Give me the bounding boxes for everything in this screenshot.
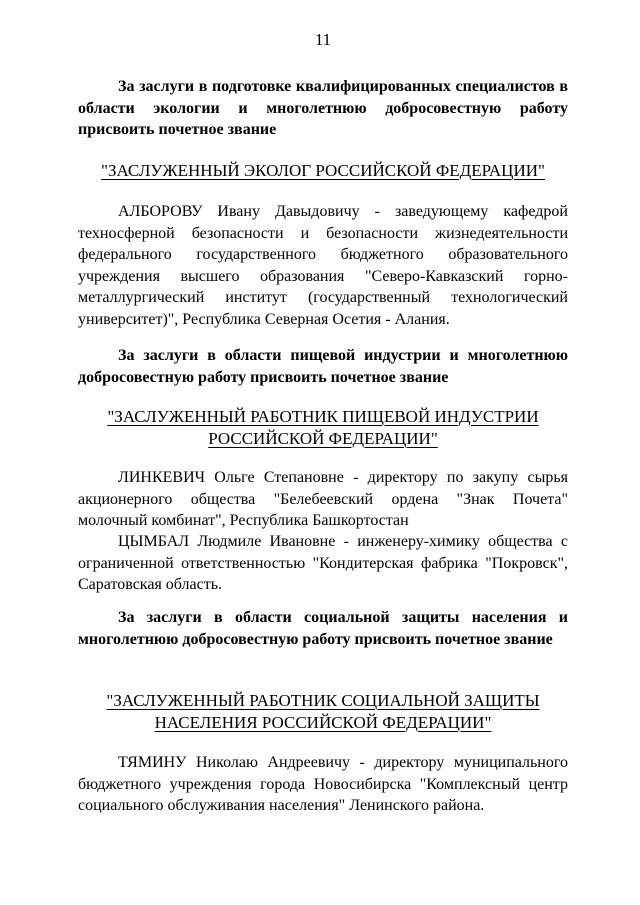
title-honored-social-protection-worker bbox=[78, 690, 568, 734]
decree-text-social-protection: За заслуги в области социальной защиты населения и многолетнюю добросовестную работу присвоить почетное звание bbox=[78, 609, 568, 648]
title-line: "ЗАСЛУЖЕННЫЙ РАБОТНИК СОЦИАЛЬНОЙ ЗАЩИТЫ bbox=[106, 691, 540, 710]
decree-text-ecology: За заслуги в подготовке квалифицированных специалистов в области экологии и многолетнюю добросовестную работу присвоить почетное звание bbox=[78, 78, 568, 138]
awardee-alborov: АЛБОРОВУ Ивану Давыдовичу - заведующему кафедрой техносферной безопасности и безопасности жизнедеятельности федерального государственного бюджетного образовательного учреждения высшего образования "Северо-Кавказский горно-металлургический институт (государственный технологический университет)", Республика Северная Осетия - Алания. bbox=[78, 203, 568, 328]
title-line: РОССИЙСКОЙ ФЕДЕРАЦИИ" bbox=[208, 429, 438, 448]
title-line: "ЗАСЛУЖЕННЫЙ ЭКОЛОГ РОССИЙСКОЙ ФЕДЕРАЦИИ" bbox=[101, 161, 545, 180]
awardee-linkevich: ЛИНКЕВИЧ Ольге Степановне - директору по закупу сырья акционерного общества "Белебеевский ордена "Знак Почета" молочный комбинат", Республика Башкортостан bbox=[78, 469, 568, 529]
title-honored-food-industry-worker bbox=[78, 406, 568, 450]
decree-text-food-industry: За заслуги в области пищевой индустрии и многолетнюю добросовестную работу присвоить почетное звание bbox=[78, 347, 568, 386]
title-line: НАСЕЛЕНИЯ РОССИЙСКОЙ ФЕДЕРАЦИИ" bbox=[154, 713, 492, 732]
page-number: 11 bbox=[314, 30, 332, 49]
title-honored-ecologist bbox=[78, 160, 568, 182]
awardee-tyamin: ТЯМИНУ Николаю Андреевичу - директору муниципального бюджетного учреждения города Новосибирска "Комплексный центр социального обслуживания населения" Ленинского района. bbox=[78, 754, 568, 814]
awardee-tsymbal: ЦЫМБАЛ Людмиле Ивановне - инженеру-химику общества с ограниченной ответственностью "Кондитерская фабрика "Покровск", Саратовская область. bbox=[78, 533, 568, 593]
title-line: "ЗАСЛУЖЕННЫЙ РАБОТНИК ПИЩЕВОЙ ИНДУСТРИИ bbox=[107, 407, 539, 426]
